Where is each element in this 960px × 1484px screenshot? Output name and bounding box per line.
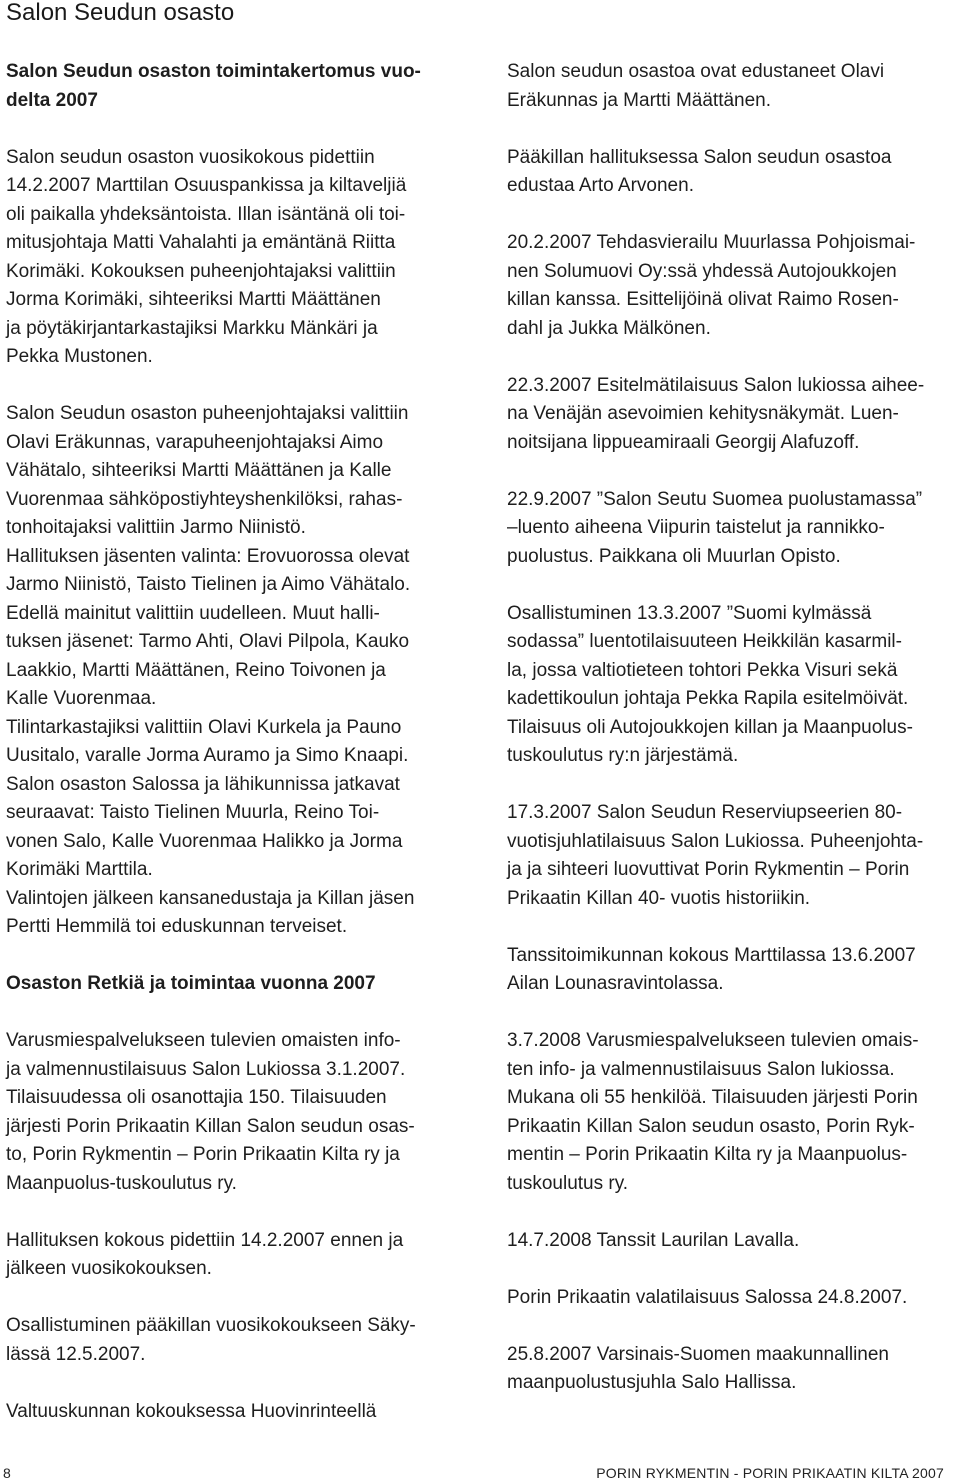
info-event-2008-paragraph: 3.7.2008 Varusmiespalvelukseen tulevien omais- ten info- ja valmennustilaisuus Salon lukiossa. Mukana oli 55 henkilöä. Tilaisuuden järjesti Porin Prikaatin Killan Salon seudun osasto, Porin Ryk- mentin – Porin Prikaatin Kilta ry ja Maanpuolus- tuskoulutus ry. [507,1030,919,1194]
representatives-paragraph: Salon seudun osastoa ovat edustaneet Olavi Eräkunnas ja Martti Määttänen. [507,61,885,111]
defence-festival-paragraph: 25.8.2007 Varsinais-Suomen maakunnallinen maanpuolustusjuhla Salo Hallissa. [507,1343,890,1393]
publication-footer: PORIN RYKMENTIN - PORIN PRIKAATIN KILTA 2007 [596,1465,944,1481]
activities-subheading: Osaston Retkiä ja toimintaa vuonna 2007 [6,973,376,994]
lecture-march-paragraph: 22.3.2007 Esitelmätilaisuus Salon lukiossa aihee- na Venäjän asevoimien kehitysnäkymät. Luen- noitsijana lippueamiraali Georgij Alafuzoff. [507,374,925,453]
oath-ceremony-paragraph: Porin Prikaatin valatilaisuus Salossa 24.8.2007. [507,1286,908,1308]
board-election-paragraph: Salon Seudun osaston puheenjohtajaksi valittiin Olavi Eräkunnas, varapuheenjohtajaksi Aimo Vähätalo, sihteeriksi Martti Määttänen ja Kalle Vuorenmaa sähköpostiyhteyshenkilöksi, rahas- tonhoitajaksi valittiin Jarmo Niinistö. Hallituksen jäsenten valinta: Erovuorossa olevat Jarmo Niinistö, Taisto Tielinen ja Aimo Vähätalo. Edellä mainitut valittiin uudelleen. Muut halli- tuksen jäsenet: Tarmo Ahti, Olavi Pilpola, Kauko Laakkio, Martti Määttänen, Reino Toivonen ja Kalle Vuorenmaa. Tilintarkastajiksi valittiin Olavi Kurkela ja Pauno Uusitalo, varalle Jorma Auramo ja Simo Knaapi. Salon osaston Salossa ja lähikunnissa jatkavat seuraavat: Taisto Tielinen Muurla, Reino Toi- vonen Salo, Kalle Vuorenmaa Halikko ja Jorma Korimäki Marttila. Valintojen jälkeen kansanedustaja ja Killan jäsen Pertti Hemmilä toi eduskunnan terveiset. [6,403,415,937]
council-meeting-paragraph: Valtuuskunnan kokouksessa Huovinrinteellä [6,1400,377,1422]
annual-meeting-attendance-paragraph: Osallistuminen pääkillan vuosikokoukseen Säky- lässä 12.5.2007. [6,1315,416,1365]
board-meeting-paragraph: Hallituksen kokous pidettiin 14.2.2007 ennen ja jälkeen vuosikokouksen. [6,1229,404,1279]
lecture-september-paragraph: 22.9.2007 ”Salon Seutu Suomea puolustamassa” –luento aiheena Viipurin taistelut ja rannikko- puolustus. Paikkana oli Muurlan Opisto. [507,488,923,567]
page-title: Salon Seudun osasto [6,0,235,26]
left-column [6,58,451,1426]
cold-war-lecture-paragraph: Osallistuminen 13.3.2007 ”Suomi kylmässä sodassa” luentotilaisuuteen Heikkilän kasarmil- la, jossa valtiotieteen tohtori Pekka Visuri sekä kadettikoulun johtaja Pekka Rapila esitelmöivät. Tilaisuus oli Autojoukkojen killan ja Maanpuolus- tuskoulutus ry:n järjestämä. [507,602,913,766]
dance-committee-paragraph: Tanssitoimikunnan kokous Marttilassa 13.6.2007 Ailan Lounasravintolassa. [507,944,916,994]
annual-meeting-paragraph: Salon seudun osaston vuosikokous pidettiin 14.2.2007 Marttilan Osuuspankissa ja kiltaveljiä oli paikalla yhdeksäntoista. Illan isäntänä oli toi- mitusjohtaja Matti Vahalahti ja emäntänä Riitta Korimäki. Kokouksen puheenjohtajaksi valittiin Jorma Korimäki, sihteeriksi Martti Määttänen ja pöytäkirjantarkastajiksi Markku Mänkäri ja Pekka Mustonen. [6,146,407,367]
main-board-paragraph: Pääkillan hallituksessa Salon seudun osastoa edustaa Arto Arvonen. [507,146,892,196]
right-column [507,58,952,1398]
dance-event-paragraph: 14.7.2008 Tanssit Laurilan Lavalla. [507,1229,800,1251]
factory-visit-paragraph: 20.2.2007 Tehdasvierailu Muurlassa Pohjoismai- nen Solumuovi Oy:ssä yhdessä Autojoukkojen killan kanssa. Esittelijöinä olivat Raimo Rosen- dahl ja Jukka Mälkönen. [507,232,916,339]
info-event-paragraph: Varusmiespalvelukseen tulevien omaisten info- ja valmennustilaisuus Salon Lukiossa 3.1.2007. Tilaisuudessa oli osanottajia 150. Tilaisuuden järjesti Porin Prikaatin Killan Salon seudun osas- to, Porin Rykmentin – Porin Prikaatin Kilta ry ja Maanpuolus-tuskoulutus ry. [6,1030,415,1194]
page-number: 8 [3,1465,11,1481]
report-heading: Salon Seudun osaston toimintakertomus vuo- delta 2007 [6,61,421,111]
reserve-officers-paragraph: 17.3.2007 Salon Seudun Reserviupseerien 80- vuotisjuhlatilaisuus Salon Lukiossa. Puheenjohta- ja ja sihteeri luovuttivat Porin Rykmentin – Porin Prikaatin Killan 40- vuotis historiikin. [507,802,924,909]
